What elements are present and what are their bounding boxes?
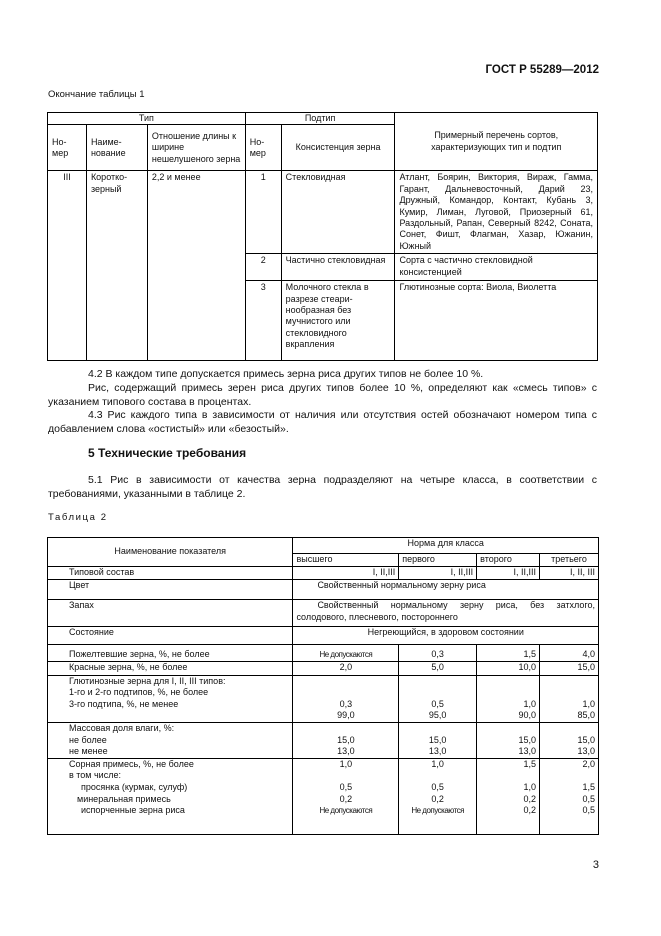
value-cell: 0,2 xyxy=(431,793,444,804)
header-ratio: Отношение длины к ширине нешелушеного зерна xyxy=(147,125,245,171)
row-subname: минеральная примесь xyxy=(77,793,171,804)
value-cell: Не допускаются xyxy=(319,806,373,816)
value-cell: 2,0 xyxy=(582,758,595,769)
value-cell: 99,0 xyxy=(337,710,355,721)
header-consistency: Консистенция зерна xyxy=(281,125,395,171)
value-cell: 0,2 xyxy=(523,805,537,816)
value-cell: 4,0 xyxy=(540,645,599,662)
value-cell: 0,5 xyxy=(339,781,353,792)
value-cell: 90,0 xyxy=(518,710,537,721)
page-number: 3 xyxy=(592,859,599,871)
subtype-consistency: Молочного стекла в разрезе стеари-нообразная без мучнистого или стекловидного вкрапления xyxy=(281,281,395,361)
value-cell: 13,0 xyxy=(518,746,537,757)
value-cell: 1,0 xyxy=(523,698,537,709)
header-varieties: Примерный перечень сортов, характеризующих тип и подтип xyxy=(395,113,598,171)
row-name: Цвет xyxy=(48,580,293,600)
value-cell: 1,0 xyxy=(431,758,444,769)
row-name: Массовая доля влаги, %: xyxy=(69,722,175,733)
class-header: высшего xyxy=(293,554,399,567)
value-cell: 5,0 xyxy=(399,661,477,675)
document-code: ГОСТ Р 55289—2012 xyxy=(485,64,599,76)
header-sub-number: Но-мер xyxy=(245,125,281,171)
value-cell: 13,0 xyxy=(337,746,355,757)
header-name: Наиме-нование xyxy=(86,125,147,171)
value-cell: 13,0 xyxy=(577,746,595,757)
value-cell: 1,0 xyxy=(339,758,353,769)
header-subtype: Подтип xyxy=(245,113,395,125)
value-cell: 0,5 xyxy=(582,805,595,816)
header-indicator: Наименование показателя xyxy=(48,538,293,567)
row-name: Запах xyxy=(48,600,293,627)
value-cell: 0,3 xyxy=(399,645,477,662)
value-cell: 13,0 xyxy=(428,746,447,757)
row-subname: просянка (курмак, сулуф) xyxy=(81,781,188,792)
header-type: Тип xyxy=(48,113,246,125)
value-cell: Не допускаются xyxy=(411,806,464,816)
table1-caption: Окончание таблицы 1 xyxy=(48,89,145,100)
value-cell: I, II, III xyxy=(540,567,599,580)
class-header: второго xyxy=(477,554,540,567)
value-cell: 0,5 xyxy=(582,793,595,804)
value-cell: I, II,III xyxy=(293,567,399,580)
paragraph-4-2-mix: Рис, содержащий примесь зерен риса других типов более 10 %, определяют как «смесь типов» с указанием типового состава в процентах. xyxy=(48,382,597,408)
subtype-varieties: Сорта с частично стекловидной консистенцией xyxy=(395,254,598,281)
row-name: Типовой состав xyxy=(48,567,293,580)
value-cell: Свойственный нормальному зерну риса, без затхлого, солодового, плесневого, постороннего xyxy=(293,600,599,627)
header-number: Но-мер xyxy=(48,125,87,171)
value-cell: 1,5 xyxy=(523,758,537,769)
subtype-varieties: Атлант, Боярин, Виктория, Вираж, Гамма, Гарант, Дальневосточный, Дарий 23, Дружный, Командор, Контакт, Кубань 3, Кумир, Лиман, Луговой, Приозерный 61, Раздольный, Рапан, Северный 8242, Соната, Сонет, Фишт, Флагман, Хазар, Южанин, Южный xyxy=(395,171,598,254)
value-cell: 0,5 xyxy=(431,781,444,792)
value-cell: 15,0 xyxy=(518,734,537,745)
table2-caption: Таблица 2 xyxy=(48,512,108,523)
row-subname: испорченные зерна риса xyxy=(81,805,185,816)
type-number: III xyxy=(48,171,87,361)
type-ratio: 2,2 и менее xyxy=(147,171,245,361)
subtype-number: 2 xyxy=(245,254,281,281)
row-name: Пожелтевшие зерна, %, не более xyxy=(48,645,293,662)
row-name: Красные зерна, %, не более xyxy=(48,661,293,675)
subtype-number: 1 xyxy=(245,171,281,254)
row-name: Сорная примесь, %, не более xyxy=(69,758,194,769)
value-cell: I, II,III xyxy=(399,567,477,580)
table2 xyxy=(47,537,599,835)
paragraph-5-1: 5.1 Рис в зависимости от качества зерна подразделяют на четыре класса, в соответствии с требованиями, указанными в таблице 2. xyxy=(48,474,597,500)
value-cell: 15,0 xyxy=(577,734,595,745)
value-cell: 1,5 xyxy=(477,645,540,662)
value-cell: 95,0 xyxy=(428,710,447,721)
value-cell: 0,2 xyxy=(339,793,353,804)
header-norm: Норма для класса xyxy=(293,538,599,554)
value-cell: Свойственный нормальному зерну риса xyxy=(293,580,599,600)
row-subname: 1-го и 2-го подтипов, %, не более xyxy=(69,687,209,698)
class-header: первого xyxy=(399,554,477,567)
subtype-consistency: Стекловидная xyxy=(281,171,395,254)
row-subname: не более xyxy=(69,734,107,745)
row-name: Состояние xyxy=(48,627,293,645)
row-subname: в том числе: xyxy=(69,770,121,781)
value-cell: 0,3 xyxy=(339,698,353,709)
value-cell: 15,0 xyxy=(337,734,355,745)
row-subname: 3-го подтипа, %, не менее xyxy=(69,698,179,709)
value-cell: 2,0 xyxy=(293,661,399,675)
subtype-consistency: Частично стекловидная xyxy=(281,254,395,281)
value-cell: Не допускаются xyxy=(293,645,399,662)
table1 xyxy=(47,112,598,361)
value-cell: 0,2 xyxy=(523,793,537,804)
value-cell: 10,0 xyxy=(477,661,540,675)
value-cell: I, II,III xyxy=(477,567,540,580)
value-cell: 15,0 xyxy=(540,661,599,675)
type-name: Коротко-зерный xyxy=(86,171,147,361)
subtype-varieties: Глютинозные сорта: Виола, Виолетта xyxy=(395,281,598,361)
value-cell: 1,0 xyxy=(582,698,595,709)
row-name: Глютинозные зерна для I, II, III типов: xyxy=(69,675,226,686)
class-header: третьего xyxy=(540,554,599,567)
paragraph-4-3: 4.3 Рис каждого типа в зависимости от наличия или отсутствия остей обозначают номером типа с добавлением слова «остистый» или «безостый». xyxy=(48,409,597,435)
paragraph-4-2: 4.2 В каждом типе допускается примесь зерна риса других типов не более 10 %. xyxy=(88,368,484,380)
subtype-number: 3 xyxy=(245,281,281,361)
section-title: 5 Технические требования xyxy=(88,446,247,460)
value-cell: 85,0 xyxy=(577,710,595,721)
row-subname: не менее xyxy=(69,746,108,757)
value-cell: 0,5 xyxy=(431,698,444,709)
value-cell: 1,5 xyxy=(582,781,595,792)
value-cell: 1,0 xyxy=(523,781,537,792)
value-cell: Негреющийся, в здоровом состоянии xyxy=(293,627,599,645)
value-cell: 15,0 xyxy=(428,734,447,745)
